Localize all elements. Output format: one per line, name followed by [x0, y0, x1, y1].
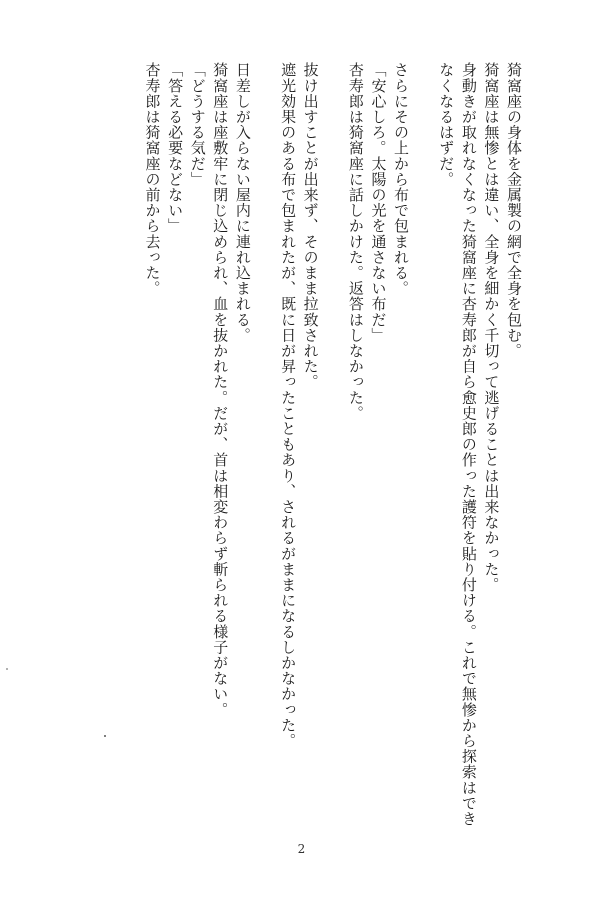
- paragraph: 猗窩座は無惨とは違い、全身を細かく千切って逃げることは出来なかった。: [482, 62, 501, 593]
- paragraph: 猗窩座は座敷牢に閉じ込められ、血を抜かれた。だが、首は相変わらず斬られる様子がない。: [211, 62, 230, 718]
- paragraph: さらにその上から布で包まれる。: [392, 62, 411, 296]
- paragraph: 遮光効果のある布で包まれたが、既に日が昇ったこともあり、されるがままになるしかなかった。: [279, 62, 298, 749]
- blank-line: [254, 62, 277, 832]
- blank-line: [322, 62, 345, 832]
- paragraph: 猗窩座の身体を金属製の網で全身を包む。: [505, 62, 523, 359]
- paragraph: 身動きが取れなくなった猗窩座に杏寿郎が自ら愈史郎の作った護符を貼り付ける。これで無惨から探索はできなくなるはずだ。: [437, 62, 478, 827]
- vertical-text-body: [141, 62, 525, 832]
- paragraph: 抜け出すことが出来ず、そのまま拉致された。: [301, 62, 320, 390]
- page-number: 2: [297, 842, 306, 856]
- scan-speck: [6, 668, 8, 670]
- paragraph: 杏寿郎は猗窩座に話しかけた。返答はしなかった。: [346, 62, 365, 421]
- paragraph: 「安心しろ。太陽の光を通さない布だ」: [369, 62, 388, 343]
- scan-speck: [104, 735, 106, 737]
- paragraph: 杏寿郎は猗窩座の前から去った。: [143, 62, 162, 296]
- paragraph: 日差しが入らない屋内に連れ込まれる。: [233, 62, 252, 343]
- paragraph: 「どうする気だ」: [188, 62, 207, 187]
- paragraph: 「答える必要などない」: [166, 62, 185, 234]
- blank-line: [412, 62, 435, 832]
